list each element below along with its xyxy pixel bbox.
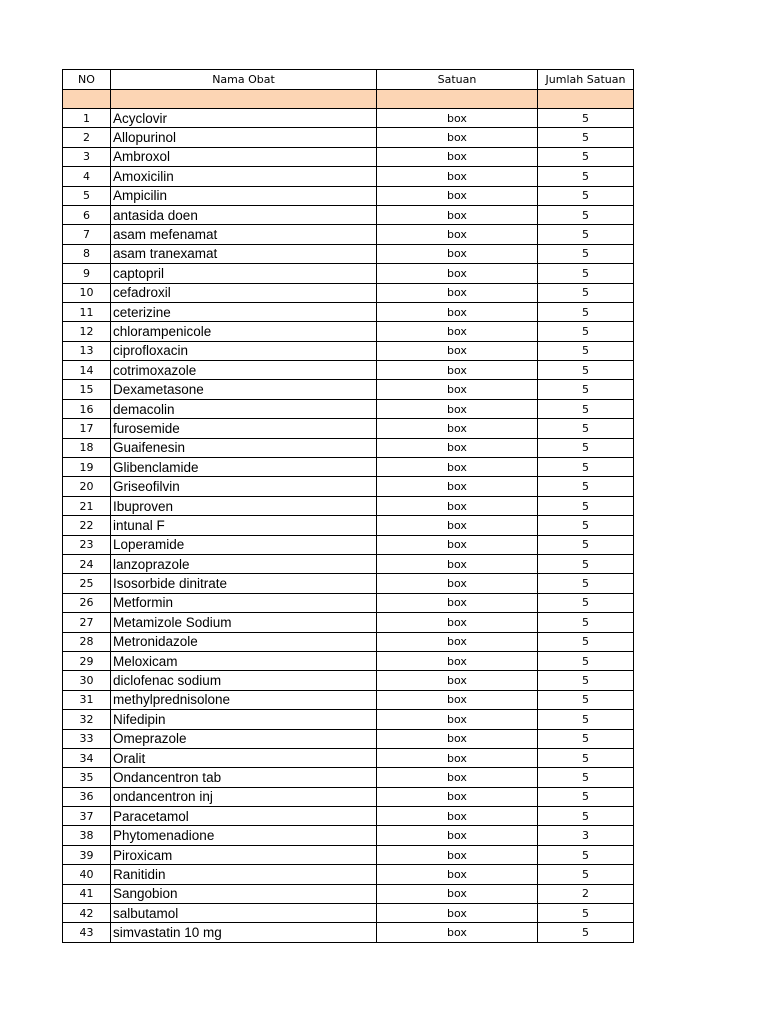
medicine-name-cell[interactable]: asam tranexamat xyxy=(111,244,377,263)
table-row xyxy=(63,496,634,515)
quantity-cell[interactable]: 5 xyxy=(538,322,634,341)
medicine-name-cell[interactable]: Piroxicam xyxy=(111,845,377,864)
row-number-cell[interactable]: 33 xyxy=(63,729,111,748)
quantity-cell[interactable]: 5 xyxy=(538,458,634,477)
quantity-cell[interactable]: 5 xyxy=(538,225,634,244)
unit-cell[interactable]: box xyxy=(377,477,538,496)
medicine-name-cell[interactable]: Ibuproven xyxy=(111,496,377,515)
quantity-cell[interactable]: 5 xyxy=(538,535,634,554)
unit-cell[interactable]: box xyxy=(377,535,538,554)
quantity-cell[interactable]: 5 xyxy=(538,341,634,360)
medicine-name-cell[interactable]: Nifedipin xyxy=(111,710,377,729)
unit-cell[interactable]: box xyxy=(377,147,538,166)
medicine-name-cell[interactable]: ceterizine xyxy=(111,302,377,321)
table-row xyxy=(63,613,634,632)
header-no: NO xyxy=(63,70,111,90)
quantity-cell[interactable]: 5 xyxy=(538,128,634,147)
row-number-cell[interactable]: 35 xyxy=(63,768,111,787)
row-number-cell[interactable]: 31 xyxy=(63,690,111,709)
highlight-cell[interactable] xyxy=(63,90,111,109)
unit-cell[interactable]: box xyxy=(377,768,538,787)
unit-cell[interactable]: box xyxy=(377,380,538,399)
row-number-cell[interactable]: 40 xyxy=(63,865,111,884)
row-number-cell[interactable]: 26 xyxy=(63,593,111,612)
quantity-cell[interactable]: 5 xyxy=(538,380,634,399)
row-number-cell[interactable]: 34 xyxy=(63,748,111,767)
unit-cell[interactable]: box xyxy=(377,729,538,748)
row-number-cell[interactable]: 11 xyxy=(63,302,111,321)
medicine-name-cell[interactable]: Guaifenesin xyxy=(111,438,377,457)
table-row xyxy=(63,535,634,554)
quantity-cell[interactable]: 5 xyxy=(538,690,634,709)
medicine-name-cell[interactable]: intunal F xyxy=(111,516,377,535)
highlight-cell[interactable] xyxy=(377,90,538,109)
table-row xyxy=(63,186,634,205)
row-number-cell[interactable]: 6 xyxy=(63,205,111,224)
table-row xyxy=(63,554,634,573)
table-row xyxy=(63,826,634,845)
quantity-cell[interactable]: 5 xyxy=(538,845,634,864)
quantity-cell[interactable]: 5 xyxy=(538,516,634,535)
table-row xyxy=(63,651,634,670)
unit-cell[interactable]: box xyxy=(377,845,538,864)
row-number-cell[interactable]: 22 xyxy=(63,516,111,535)
unit-cell[interactable]: box xyxy=(377,438,538,457)
table-row xyxy=(63,302,634,321)
row-number-cell[interactable]: 38 xyxy=(63,826,111,845)
unit-cell[interactable]: box xyxy=(377,865,538,884)
medicine-name-cell[interactable]: demacolin xyxy=(111,399,377,418)
medicine-name-cell[interactable]: Ranitidin xyxy=(111,865,377,884)
medicine-name-cell[interactable]: furosemide xyxy=(111,419,377,438)
medicine-name-cell[interactable]: ondancentron inj xyxy=(111,787,377,806)
table-row xyxy=(63,419,634,438)
table-row xyxy=(63,845,634,864)
medicine-name-cell[interactable]: captopril xyxy=(111,264,377,283)
quantity-cell[interactable]: 5 xyxy=(538,593,634,612)
table-row xyxy=(63,361,634,380)
unit-cell[interactable]: box xyxy=(377,554,538,573)
row-number-cell[interactable]: 32 xyxy=(63,710,111,729)
table-row xyxy=(63,167,634,186)
unit-cell[interactable]: box xyxy=(377,671,538,690)
header-name: Nama Obat xyxy=(111,70,377,90)
table-row xyxy=(63,593,634,612)
row-number-cell[interactable]: 1 xyxy=(63,109,111,128)
unit-cell[interactable]: box xyxy=(377,826,538,845)
row-number-cell[interactable]: 10 xyxy=(63,283,111,302)
row-number-cell[interactable]: 37 xyxy=(63,807,111,826)
quantity-cell[interactable]: 5 xyxy=(538,768,634,787)
header-qty: Jumlah Satuan xyxy=(538,70,634,90)
row-number-cell[interactable]: 23 xyxy=(63,535,111,554)
row-number-cell[interactable]: 14 xyxy=(63,361,111,380)
header-unit: Satuan xyxy=(377,70,538,90)
medicine-name-cell[interactable]: Paracetamol xyxy=(111,807,377,826)
row-number-cell[interactable]: 43 xyxy=(63,923,111,942)
row-number-cell[interactable]: 16 xyxy=(63,399,111,418)
row-number-cell[interactable]: 29 xyxy=(63,651,111,670)
medicine-name-cell[interactable]: Allopurinol xyxy=(111,128,377,147)
unit-cell[interactable]: box xyxy=(377,884,538,903)
medicine-name-cell[interactable]: Ampicilin xyxy=(111,186,377,205)
table-row xyxy=(63,904,634,923)
quantity-cell[interactable]: 3 xyxy=(538,826,634,845)
unit-cell[interactable]: box xyxy=(377,109,538,128)
row-number-cell[interactable]: 17 xyxy=(63,419,111,438)
medicine-name-cell[interactable]: antasida doen xyxy=(111,205,377,224)
quantity-cell[interactable]: 5 xyxy=(538,651,634,670)
unit-cell[interactable]: box xyxy=(377,361,538,380)
quantity-cell[interactable]: 5 xyxy=(538,283,634,302)
quantity-cell[interactable]: 5 xyxy=(538,613,634,632)
unit-cell[interactable]: box xyxy=(377,322,538,341)
row-number-cell[interactable]: 2 xyxy=(63,128,111,147)
unit-cell[interactable]: box xyxy=(377,904,538,923)
quantity-cell[interactable]: 5 xyxy=(538,787,634,806)
medicine-name-cell[interactable]: salbutamol xyxy=(111,904,377,923)
medicine-name-cell[interactable]: Loperamide xyxy=(111,535,377,554)
row-number-cell[interactable]: 3 xyxy=(63,147,111,166)
medicine-name-cell[interactable]: cotrimoxazole xyxy=(111,361,377,380)
unit-cell[interactable]: box xyxy=(377,341,538,360)
row-number-cell[interactable]: 30 xyxy=(63,671,111,690)
row-number-cell[interactable]: 9 xyxy=(63,264,111,283)
quantity-cell[interactable]: 5 xyxy=(538,147,634,166)
unit-cell[interactable]: box xyxy=(377,264,538,283)
row-number-cell[interactable]: 19 xyxy=(63,458,111,477)
medicine-name-cell[interactable]: Glibenclamide xyxy=(111,458,377,477)
table-row xyxy=(63,729,634,748)
row-number-cell[interactable]: 4 xyxy=(63,167,111,186)
quantity-cell[interactable]: 5 xyxy=(538,399,634,418)
unit-cell[interactable]: box xyxy=(377,516,538,535)
medicine-name-cell[interactable]: Acyclovir xyxy=(111,109,377,128)
medicine-name-cell[interactable]: ciprofloxacin xyxy=(111,341,377,360)
row-number-cell[interactable]: 39 xyxy=(63,845,111,864)
quantity-cell[interactable]: 5 xyxy=(538,109,634,128)
row-number-cell[interactable]: 21 xyxy=(63,496,111,515)
unit-cell[interactable]: box xyxy=(377,225,538,244)
row-number-cell[interactable]: 28 xyxy=(63,632,111,651)
quantity-cell[interactable]: 5 xyxy=(538,748,634,767)
table-row xyxy=(63,807,634,826)
quantity-cell[interactable]: 5 xyxy=(538,904,634,923)
unit-cell[interactable]: box xyxy=(377,632,538,651)
row-number-cell[interactable]: 13 xyxy=(63,341,111,360)
quantity-cell[interactable]: 5 xyxy=(538,710,634,729)
row-number-cell[interactable]: 42 xyxy=(63,904,111,923)
quantity-cell[interactable]: 5 xyxy=(538,186,634,205)
table-row xyxy=(63,690,634,709)
unit-cell[interactable]: box xyxy=(377,613,538,632)
unit-cell[interactable]: box xyxy=(377,923,538,942)
unit-cell[interactable]: box xyxy=(377,458,538,477)
medicine-name-cell[interactable]: Sangobion xyxy=(111,884,377,903)
quantity-cell[interactable]: 5 xyxy=(538,807,634,826)
quantity-cell[interactable]: 5 xyxy=(538,923,634,942)
row-number-cell[interactable]: 20 xyxy=(63,477,111,496)
table-row xyxy=(63,671,634,690)
quantity-cell[interactable]: 5 xyxy=(538,671,634,690)
unit-cell[interactable]: box xyxy=(377,302,538,321)
medicine-name-cell[interactable]: Metamizole Sodium xyxy=(111,613,377,632)
quantity-cell[interactable]: 5 xyxy=(538,496,634,515)
table-body xyxy=(63,90,634,943)
highlight-cell[interactable] xyxy=(538,90,634,109)
row-number-cell[interactable]: 12 xyxy=(63,322,111,341)
unit-cell[interactable]: box xyxy=(377,283,538,302)
unit-cell[interactable]: box xyxy=(377,186,538,205)
row-number-cell[interactable]: 25 xyxy=(63,574,111,593)
unit-cell[interactable]: box xyxy=(377,419,538,438)
unit-cell[interactable]: box xyxy=(377,807,538,826)
table-row xyxy=(63,264,634,283)
medicine-name-cell[interactable]: Amoxicilin xyxy=(111,167,377,186)
header-row xyxy=(63,70,634,90)
table-row xyxy=(63,516,634,535)
table-row xyxy=(63,458,634,477)
quantity-cell[interactable]: 5 xyxy=(538,729,634,748)
quantity-cell[interactable]: 5 xyxy=(538,419,634,438)
row-number-cell[interactable]: 8 xyxy=(63,244,111,263)
medicine-name-cell[interactable]: chlorampenicole xyxy=(111,322,377,341)
quantity-cell[interactable]: 5 xyxy=(538,205,634,224)
medicine-name-cell[interactable]: Metronidazole xyxy=(111,632,377,651)
table-row xyxy=(63,283,634,302)
table-row xyxy=(63,787,634,806)
highlight-cell[interactable] xyxy=(111,90,377,109)
unit-cell[interactable]: box xyxy=(377,496,538,515)
table-row xyxy=(63,748,634,767)
quantity-cell[interactable]: 5 xyxy=(538,865,634,884)
table-row xyxy=(63,322,634,341)
table-row xyxy=(63,399,634,418)
medicine-name-cell[interactable]: asam mefenamat xyxy=(111,225,377,244)
unit-cell[interactable]: box xyxy=(377,651,538,670)
unit-cell[interactable]: box xyxy=(377,128,538,147)
unit-cell[interactable]: box xyxy=(377,593,538,612)
table-row xyxy=(63,884,634,903)
unit-cell[interactable]: box xyxy=(377,574,538,593)
medicine-name-cell[interactable]: Ondancentron tab xyxy=(111,768,377,787)
medicine-name-cell[interactable]: Dexametasone xyxy=(111,380,377,399)
quantity-cell[interactable]: 5 xyxy=(538,438,634,457)
medicine-name-cell[interactable]: Isosorbide dinitrate xyxy=(111,574,377,593)
unit-cell[interactable]: box xyxy=(377,205,538,224)
table-row xyxy=(63,380,634,399)
highlight-row xyxy=(63,90,634,109)
table-row xyxy=(63,865,634,884)
table-row xyxy=(63,768,634,787)
quantity-cell[interactable]: 2 xyxy=(538,884,634,903)
unit-cell[interactable]: box xyxy=(377,167,538,186)
medicine-name-cell[interactable]: Phytomenadione xyxy=(111,826,377,845)
table-row xyxy=(63,244,634,263)
table-row xyxy=(63,923,634,942)
row-number-cell[interactable]: 5 xyxy=(63,186,111,205)
table-row xyxy=(63,109,634,128)
medicine-name-cell[interactable]: Ambroxol xyxy=(111,147,377,166)
table-row xyxy=(63,225,634,244)
medicine-name-cell[interactable]: Meloxicam xyxy=(111,651,377,670)
table-row xyxy=(63,477,634,496)
medicine-name-cell[interactable]: Metformin xyxy=(111,593,377,612)
table-row xyxy=(63,710,634,729)
table-row xyxy=(63,128,634,147)
row-number-cell[interactable]: 36 xyxy=(63,787,111,806)
table-row xyxy=(63,205,634,224)
quantity-cell[interactable]: 5 xyxy=(538,244,634,263)
medicine-name-cell[interactable]: simvastatin 10 mg xyxy=(111,923,377,942)
table-row xyxy=(63,341,634,360)
quantity-cell[interactable]: 5 xyxy=(538,264,634,283)
medicine-name-cell[interactable]: Omeprazole xyxy=(111,729,377,748)
quantity-cell[interactable]: 5 xyxy=(538,477,634,496)
quantity-cell[interactable]: 5 xyxy=(538,361,634,380)
unit-cell[interactable]: box xyxy=(377,748,538,767)
medicine-name-cell[interactable]: lanzoprazole xyxy=(111,554,377,573)
row-number-cell[interactable]: 15 xyxy=(63,380,111,399)
medicine-name-cell[interactable]: diclofenac sodium xyxy=(111,671,377,690)
medicine-name-cell[interactable]: methylprednisolone xyxy=(111,690,377,709)
row-number-cell[interactable]: 18 xyxy=(63,438,111,457)
row-number-cell[interactable]: 27 xyxy=(63,613,111,632)
unit-cell[interactable]: box xyxy=(377,399,538,418)
unit-cell[interactable]: box xyxy=(377,710,538,729)
row-number-cell[interactable]: 41 xyxy=(63,884,111,903)
unit-cell[interactable]: box xyxy=(377,244,538,263)
row-number-cell[interactable]: 7 xyxy=(63,225,111,244)
quantity-cell[interactable]: 5 xyxy=(538,632,634,651)
quantity-cell[interactable]: 5 xyxy=(538,167,634,186)
quantity-cell[interactable]: 5 xyxy=(538,554,634,573)
medicine-name-cell[interactable]: Griseofilvin xyxy=(111,477,377,496)
unit-cell[interactable]: box xyxy=(377,690,538,709)
table-row xyxy=(63,574,634,593)
quantity-cell[interactable]: 5 xyxy=(538,574,634,593)
medicine-table xyxy=(62,69,634,943)
medicine-name-cell[interactable]: Oralit xyxy=(111,748,377,767)
quantity-cell[interactable]: 5 xyxy=(538,302,634,321)
medicine-name-cell[interactable]: cefadroxil xyxy=(111,283,377,302)
table-row xyxy=(63,632,634,651)
table-row xyxy=(63,147,634,166)
table-row xyxy=(63,438,634,457)
row-number-cell[interactable]: 24 xyxy=(63,554,111,573)
unit-cell[interactable]: box xyxy=(377,787,538,806)
